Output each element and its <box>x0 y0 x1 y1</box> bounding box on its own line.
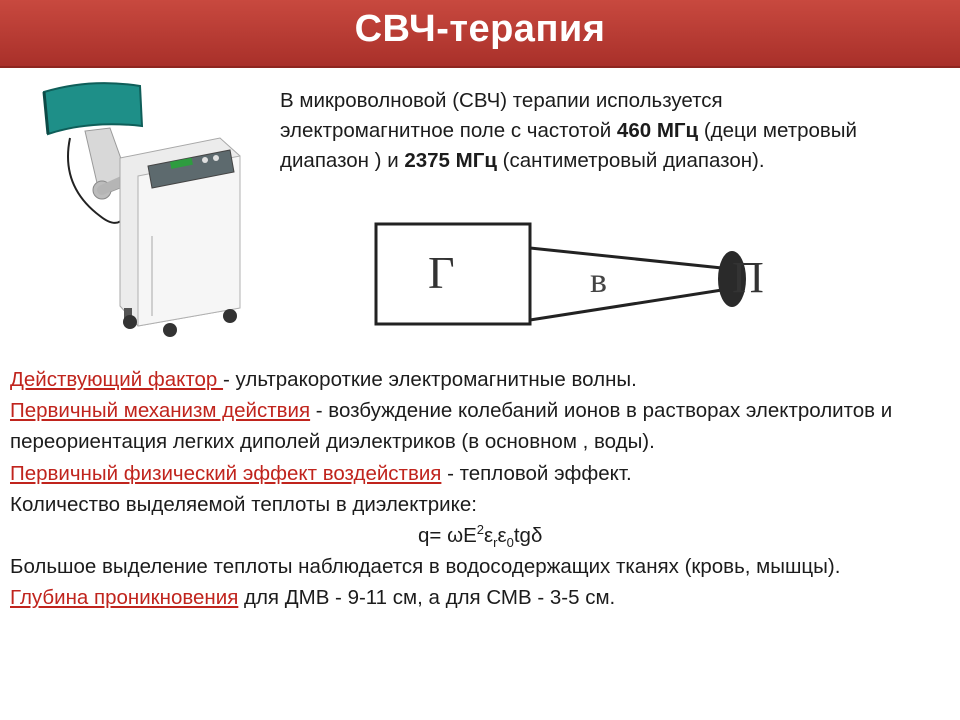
frequency-460: 460 МГц <box>616 119 699 142</box>
tissue-line: Большое выделение теплоты наблюдается в водосодержащих тканях (кровь, мышцы). <box>10 555 841 579</box>
mechanism-term: Первичный механизм действия <box>10 399 311 423</box>
depth-term: Глубина проникновения <box>10 586 239 610</box>
heat-line: Количество выделяемой теплоты в диэлектрике: <box>10 492 477 516</box>
formula-sup: 2 <box>476 522 484 538</box>
intro-text-1: В микроволновой (СВЧ) терапии используется электромагнитное поле с частотой <box>280 89 723 142</box>
heat-formula <box>10 520 950 551</box>
effect-text: - тепловой эффект. <box>441 461 632 485</box>
mechanism-line <box>10 395 950 457</box>
depth-line <box>10 582 950 613</box>
beam-label: в <box>590 260 607 300</box>
patient-label: П <box>732 253 764 302</box>
effect-term: Первичный физический эффект воздействия <box>10 461 442 485</box>
intro-text-3: (сантиметровый диапазон). <box>496 149 765 172</box>
title-bar <box>0 0 960 68</box>
formula-sub-0: 0 <box>506 535 514 551</box>
intro-paragraph <box>280 86 880 176</box>
generator-label: Г <box>428 247 455 298</box>
formula-sub-r: r <box>493 535 498 551</box>
beam-upper <box>530 248 722 268</box>
intro-text-2: (деци метровый диапазон ) и <box>280 119 857 172</box>
beam-lower <box>530 290 722 320</box>
formula-tail: tgδ <box>513 524 543 548</box>
formula-lhs: q= ωE <box>418 524 477 548</box>
formula-eps2: ε <box>497 524 507 548</box>
formula-eps: ε <box>483 524 494 548</box>
microwave-therapy-device-image <box>30 76 260 338</box>
generator-diagram <box>370 218 790 338</box>
main-text <box>10 364 950 614</box>
factor-text: - ультракороткие электромагнитные волны. <box>223 368 637 391</box>
factor-line <box>10 364 950 395</box>
slide-title: СВЧ-терапия <box>354 8 606 50</box>
frequency-2375: 2375 МГц <box>404 149 497 172</box>
effect-line <box>10 458 950 489</box>
factor-term: Действующий фактор <box>10 368 224 391</box>
depth-text: для ДМВ - 9-11 см, а для СМВ - 3-5 см. <box>238 586 616 610</box>
mechanism-text: - возбуждение колебаний ионов в растворах электролитов и переориентация легких диполей диэлектриков (в основном , воды). <box>10 399 893 454</box>
